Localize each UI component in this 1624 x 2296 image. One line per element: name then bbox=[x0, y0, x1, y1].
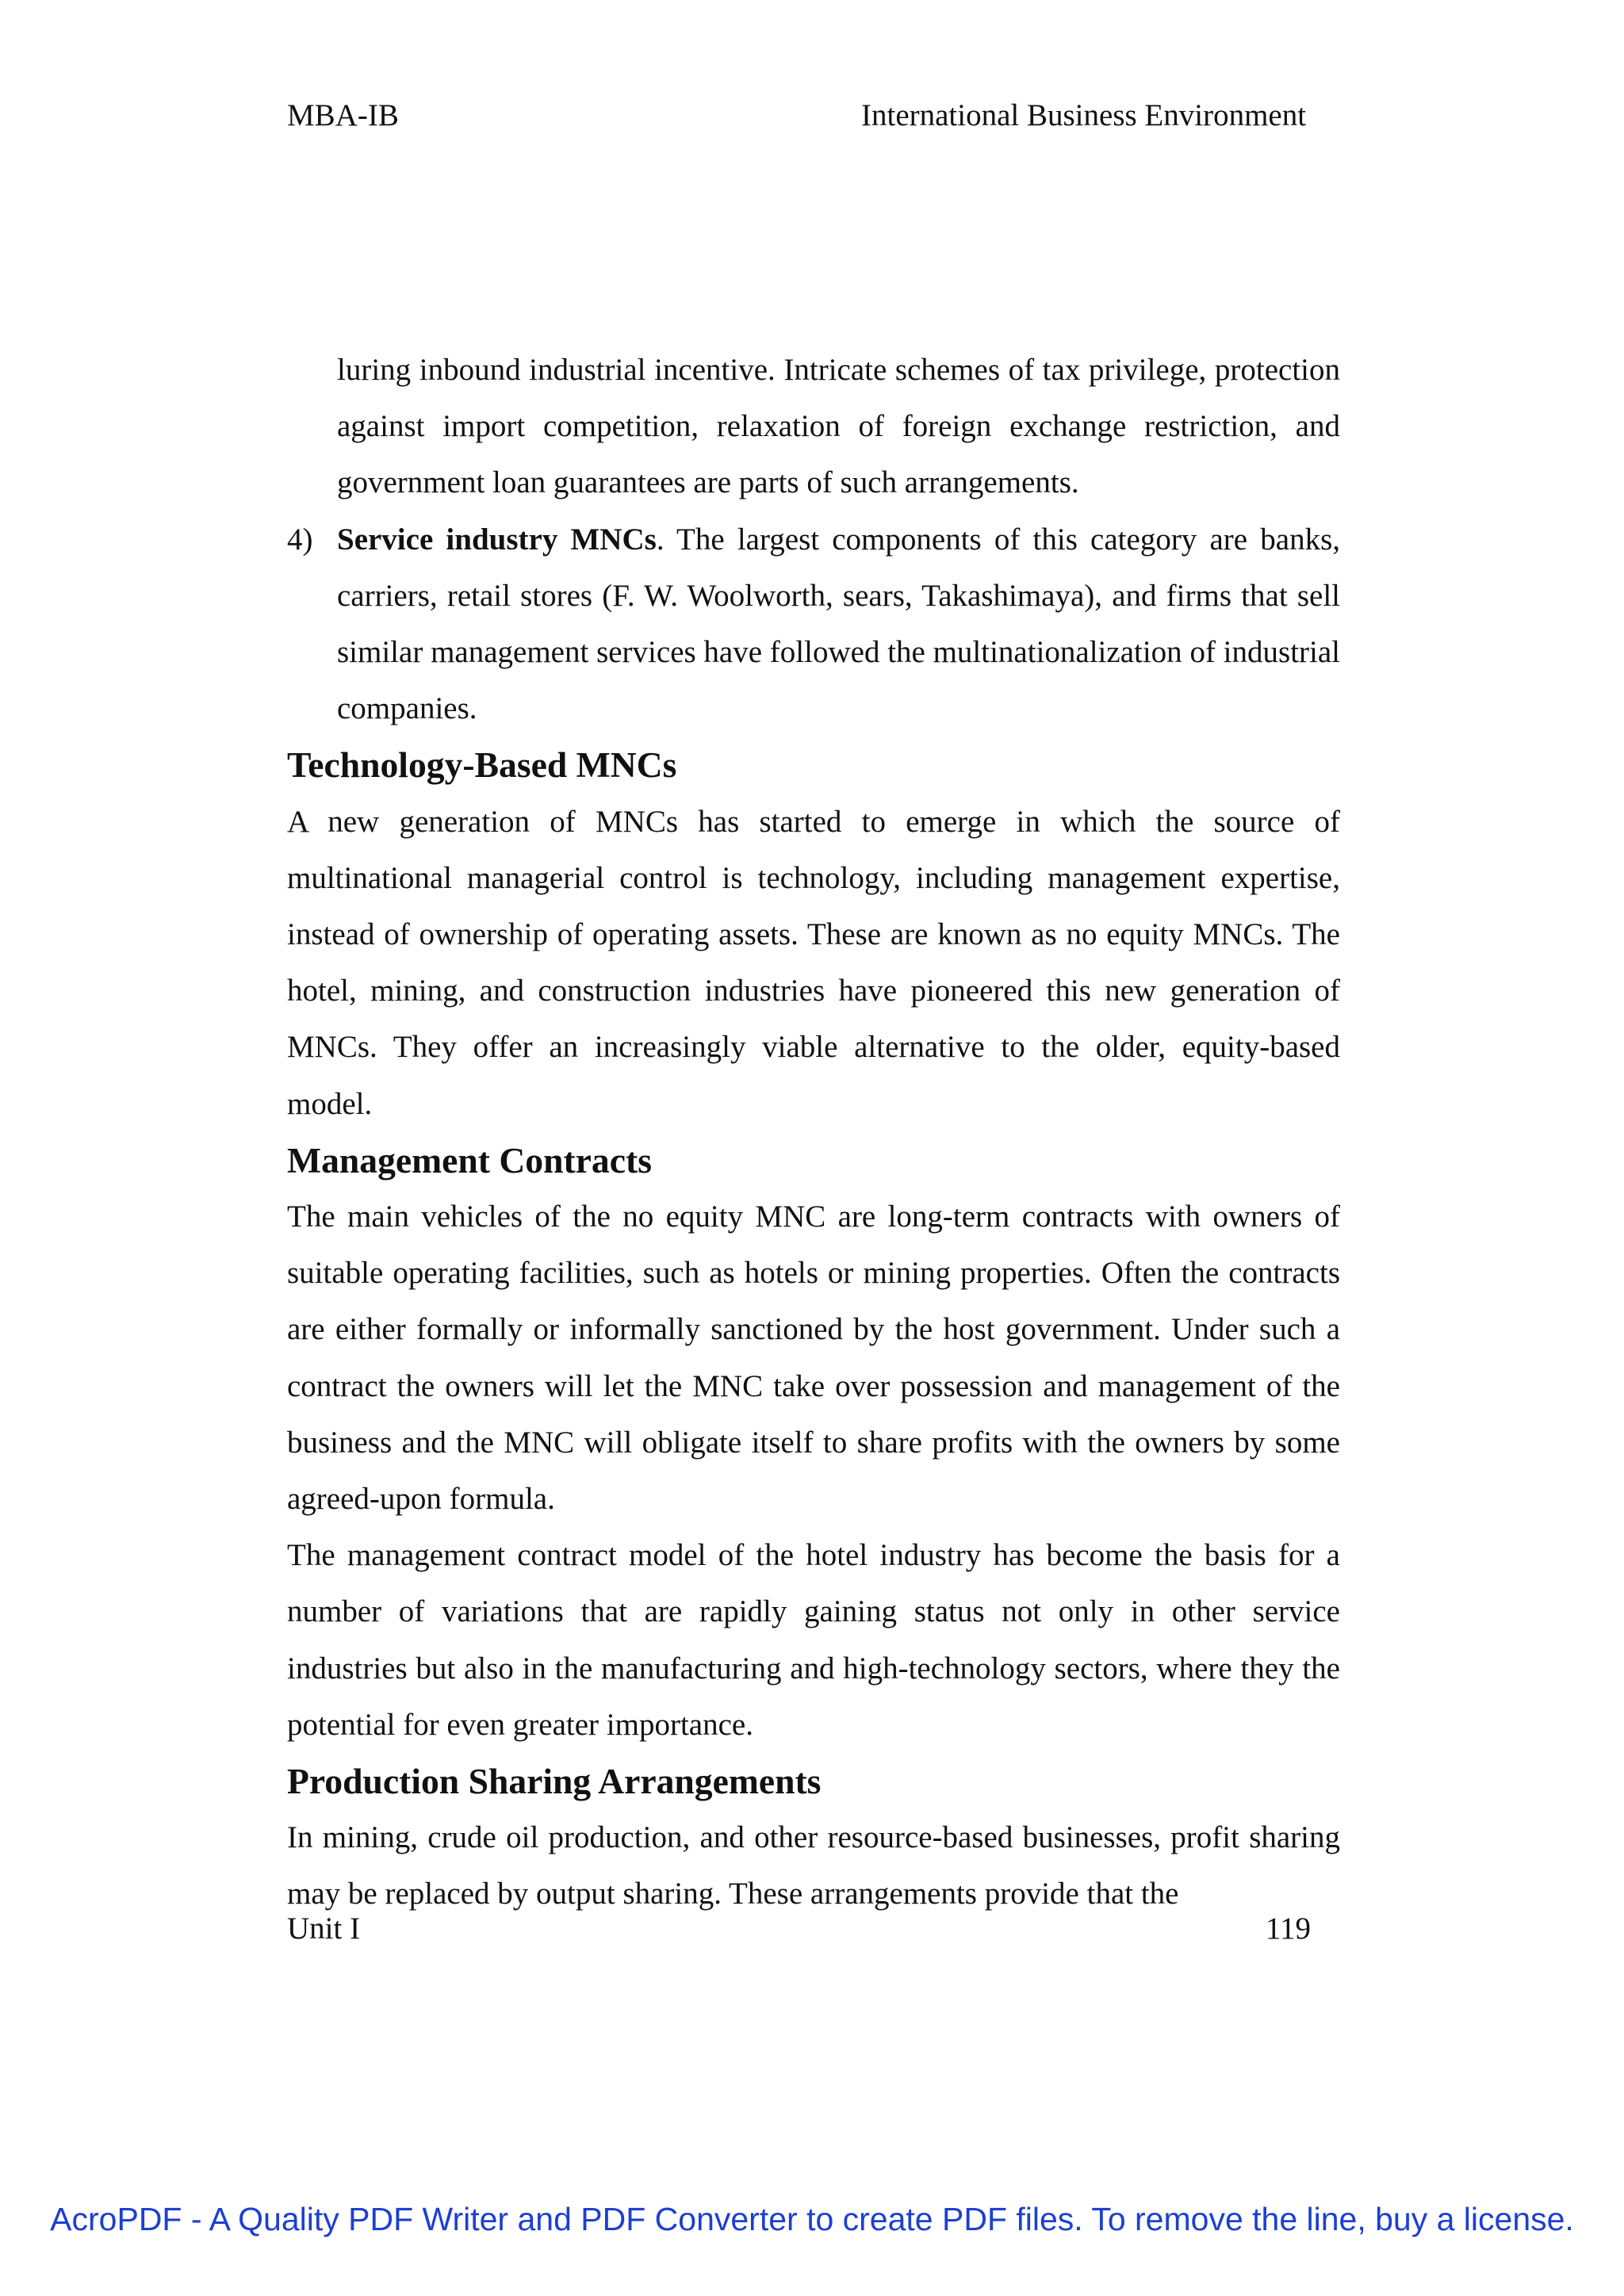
paragraph-management-contracts-1: The main vehicles of the no equity MNC are long-term contracts with owners of suitable operating facilities, such as hotels or mining properties. Often the contracts are either formally or informally sanctioned by the host government. Under such a contract the owners will let the MNC take over possession and management of the business and the MNC will obligate itself to share profits with the owners by some agreed-upon formula. bbox=[287, 1200, 1340, 1517]
header-book-title: International Business Environment bbox=[861, 98, 1307, 132]
footer-unit: Unit I bbox=[287, 1911, 361, 1946]
list-item-4 bbox=[287, 511, 1340, 737]
header-course-code: MBA-IB bbox=[287, 98, 399, 132]
paragraph-management-contracts-2: The management contract model of the hotel industry has become the basis for a number of variations that are rapidly gaining status not only in other service industries but also in the manufacturing and high-technology sectors, where they the potential for even greater importance. bbox=[287, 1538, 1340, 1742]
list-item-text: . The largest components of this category are banks, carriers, retail stores (F. W. Woolworth, sears, Takashimaya), and firms that sell similar management services have followed the multinationalization of industrial companies. bbox=[337, 522, 1340, 726]
list-item-number: 4) bbox=[287, 522, 313, 557]
section-heading-technology-based-mncs: Technology-Based MNCs bbox=[287, 744, 677, 786]
watermark-banner: AcroPDF - A Quality PDF Writer and PDF Converter to create PDF files. To remove the line, buy a license. bbox=[50, 2201, 1574, 2237]
paragraph-technology-based-mncs: A new generation of MNCs has started to emerge in which the source of multinational managerial control is technology, including management expertise, instead of ownership of operating assets. These are known as no equity MNCs. The hotel, mining, and construction industries have pioneered this new generation of MNCs. They offer an increasingly viable alternative to the older, equity-based model. bbox=[287, 804, 1340, 1121]
paragraph-production-sharing: In mining, crude oil production, and other resource-based businesses, profit sharing may be replaced by output sharing. These arrangements provide that the bbox=[287, 1820, 1340, 1911]
section-heading-management-contracts: Management Contracts bbox=[287, 1139, 652, 1181]
continuation-paragraph: luring inbound industrial incentive. Intricate schemes of tax privilege, protection against import competition, relaxation of foreign exchange restriction, and government loan guarantees are parts of such arrangements. bbox=[337, 353, 1340, 500]
page-body bbox=[287, 342, 1340, 1923]
list-item-lead: Service industry MNCs bbox=[337, 522, 657, 557]
section-heading-production-sharing: Production Sharing Arrangements bbox=[287, 1761, 822, 1802]
page-number: 119 bbox=[1266, 1911, 1312, 1946]
